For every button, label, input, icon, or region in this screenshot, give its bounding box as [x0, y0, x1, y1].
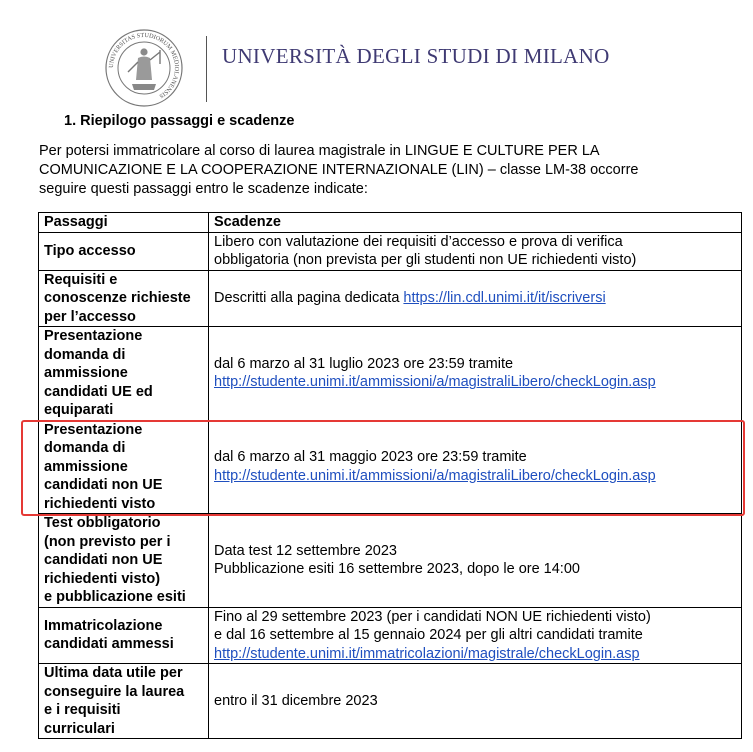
deadline-cell — [209, 270, 742, 327]
step-text: Presentazione — [44, 421, 143, 438]
ammissioni-link-non-ue[interactable]: http://studente.unimi.it/ammissioni/a/magistraliLibero/checkLogin.asp — [214, 467, 656, 484]
step-text: candidati UE ed — [44, 383, 153, 400]
step-text: Test obbligatorio — [44, 515, 161, 531]
deadline-text: dal 6 marzo al 31 maggio 2023 ore 23:59 tramite — [214, 449, 527, 466]
deadline-cell — [209, 514, 742, 608]
step-text: conseguire la laurea — [44, 683, 185, 700]
step-text: equiparati — [44, 402, 114, 418]
iscriversi-link[interactable]: https://lin.cdl.unimi.it/it/iscriversi — [403, 290, 606, 306]
table-row — [39, 232, 742, 270]
step-cell — [39, 270, 209, 327]
deadline-text: Fino al 29 settembre 2023 (per i candidati NON UE richiedenti visto) — [214, 608, 651, 625]
intro-line: seguire questi passaggi entro le scadenze indicate: — [39, 181, 368, 197]
section-title: 1. Riepilogo passaggi e scadenze — [64, 113, 295, 129]
step-text: domanda di — [44, 440, 126, 456]
step-text: per l’accesso — [44, 308, 136, 325]
step-text: Tipo accesso — [44, 242, 136, 259]
header-scadenze: Scadenze — [209, 213, 742, 233]
step-text: curriculari — [44, 720, 115, 737]
intro-line: Per potersi immatricolare al corso di laurea magistrale in LINGUE E CULTURE PER LA — [39, 143, 600, 159]
step-text: candidati ammessi — [44, 636, 174, 653]
deadline-text: dal 6 marzo al 31 luglio 2023 ore 23:59 tramite — [214, 355, 514, 372]
table-row — [39, 270, 742, 327]
immatricolazioni-link[interactable]: http://studente.unimi.it/immatricolazioni/magistrale/checkLogin.asp — [214, 645, 640, 662]
deadline-text: obbligatoria (non prevista per gli studenti non UE richiedenti visto) — [214, 252, 637, 268]
table-row — [39, 327, 742, 421]
header-divider — [206, 36, 207, 102]
step-text: domanda di — [44, 346, 126, 363]
step-text: conoscenze richieste — [44, 290, 191, 306]
step-text: ammissione — [44, 365, 128, 381]
deadline-text: Descritti alla pagina dedicata — [214, 290, 404, 306]
step-text: candidati non UE — [44, 477, 163, 493]
university-name: UNIVERSITÀ DEGLI STUDI DI MILANO — [222, 44, 610, 68]
ammissioni-link-ue[interactable]: http://studente.unimi.it/ammissioni/a/magistraliLibero/checkLogin.asp — [214, 374, 656, 391]
step-text: e pubblicazione esiti — [44, 589, 186, 605]
step-text: e i requisiti — [44, 702, 121, 718]
deadline-cell — [209, 327, 742, 421]
header-passaggi: Passaggi — [39, 213, 209, 233]
table-row — [39, 664, 742, 739]
step-cell — [39, 607, 209, 664]
step-text: candidati non UE — [44, 552, 163, 568]
document-header — [100, 28, 740, 110]
deadline-text: e dal 16 settembre al 15 gennaio 2024 per gli altri candidati tramite — [214, 627, 643, 643]
university-seal-icon — [104, 28, 184, 108]
intro-paragraph — [39, 142, 739, 199]
step-text: ammissione — [44, 458, 128, 475]
deadline-cell — [209, 664, 742, 739]
step-text: Presentazione — [44, 328, 143, 344]
step-text: (non previsto per i — [44, 533, 171, 550]
deadline-text: Pubblicazione esiti 16 settembre 2023, dopo le ore 14:00 — [214, 561, 580, 578]
seal-text: UNIVERSITAS STUDIORUM MEDIOLANENSIS — [107, 31, 181, 100]
step-cell — [39, 514, 209, 608]
deadline-text: entro il 31 dicembre 2023 — [214, 692, 378, 709]
deadline-text: Data test 12 settembre 2023 — [214, 542, 397, 559]
step-text: richiedenti visto — [44, 495, 156, 512]
deadline-cell — [209, 232, 742, 270]
step-text: Immatricolazione — [44, 617, 163, 634]
table-row — [39, 514, 742, 608]
step-text: Ultima data utile per — [44, 665, 183, 681]
deadline-cell — [209, 607, 742, 664]
intro-line: COMUNICAZIONE E LA COOPERAZIONE INTERNAZIONALE (LIN) – classe LM-38 occorre — [39, 162, 639, 178]
deadline-text: Libero con valutazione dei requisiti d’accesso e prova di verifica — [214, 233, 623, 250]
table-row — [39, 607, 742, 664]
step-cell — [39, 664, 209, 739]
step-cell — [39, 232, 209, 270]
highlight-box — [21, 420, 745, 516]
table-header-row — [39, 213, 742, 233]
step-text: richiedenti visto) — [44, 570, 161, 587]
step-text: Requisiti e — [44, 271, 118, 288]
step-cell — [39, 327, 209, 421]
